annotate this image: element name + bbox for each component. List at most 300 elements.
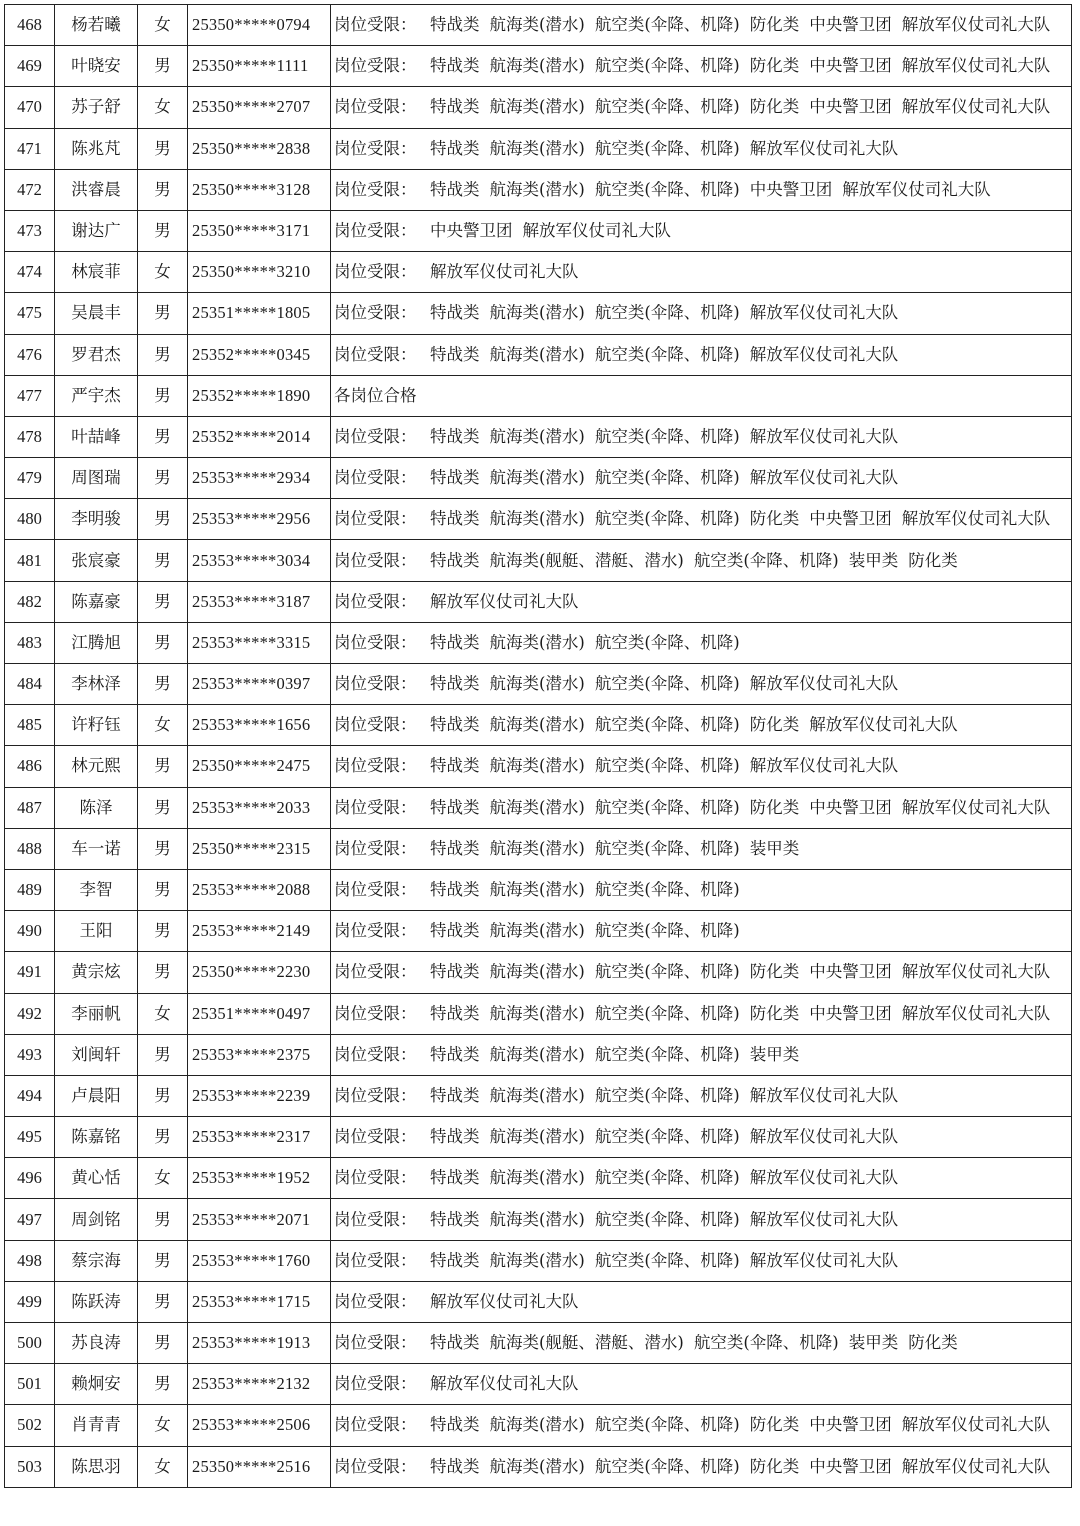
remark-cell (331, 128, 1072, 169)
restricted-post: 解放军仪仗司礼大队 (749, 1127, 899, 1147)
table-row (5, 828, 1072, 869)
restricted-post: 特战类 (430, 550, 480, 570)
row-number-cell: 495 (5, 1117, 55, 1158)
restricted-post: 防化类 (749, 15, 800, 35)
restricted-post: 航空类(伞降、机降) (594, 674, 740, 694)
restricted-post: 航空类(伞降、机降) (594, 1168, 740, 1188)
restricted-post: 解放军仪仗司礼大队 (749, 1085, 899, 1105)
restricted-post: 特战类 (430, 1044, 480, 1064)
table-row (5, 252, 1072, 293)
id-number-cell: 25353*****3034 (188, 540, 331, 581)
restricted-post: 特战类 (430, 426, 480, 446)
restricted-post: 特战类 (430, 468, 480, 488)
name-cell: 李明骏 (55, 499, 138, 540)
id-number-cell: 25353*****2071 (188, 1199, 331, 1240)
restricted-post: 防化类 (749, 715, 800, 735)
restricted-post: 解放军仪仗司礼大队 (749, 674, 899, 694)
remark-cell (331, 1117, 1072, 1158)
gender-cell: 男 (138, 746, 188, 787)
gender-cell: 男 (138, 458, 188, 499)
restricted-post: 特战类 (430, 138, 480, 158)
roster-table (4, 4, 1072, 1488)
table-row (5, 5, 1072, 46)
restricted-post: 特战类 (430, 1085, 480, 1105)
gender-cell: 男 (138, 1364, 188, 1405)
restricted-post: 航海类(潜水) (489, 1456, 585, 1476)
gender-cell: 男 (138, 581, 188, 622)
row-number-cell: 494 (5, 1075, 55, 1116)
restricted-post: 航海类(潜水) (489, 56, 585, 76)
restricted-post: 特战类 (430, 179, 480, 199)
restricted-post: 防化类 (749, 797, 800, 817)
restricted-post: 特战类 (430, 921, 480, 941)
id-number-cell: 25350*****0794 (188, 5, 331, 46)
restricted-post: 特战类 (430, 632, 480, 652)
restricted-post: 解放军仪仗司礼大队 (901, 56, 1051, 76)
name-cell: 陈跃涛 (55, 1281, 138, 1322)
restricted-post: 航海类(舰艇、潜艇、潜水) (489, 550, 684, 570)
name-cell: 罗君杰 (55, 334, 138, 375)
gender-cell: 女 (138, 1446, 188, 1487)
remark-label: 岗位受限： (334, 715, 417, 735)
name-cell: 洪睿晨 (55, 169, 138, 210)
restricted-post: 特战类 (430, 674, 480, 694)
restricted-post: 航海类(潜水) (489, 468, 585, 488)
name-cell: 蔡宗海 (55, 1240, 138, 1281)
row-number-cell: 469 (5, 46, 55, 87)
row-number-cell: 491 (5, 952, 55, 993)
gender-cell: 女 (138, 1158, 188, 1199)
restricted-post: 航海类(潜水) (489, 1168, 585, 1188)
table-row (5, 499, 1072, 540)
remark-cell (331, 416, 1072, 457)
remark-cell (331, 1364, 1072, 1405)
row-number-cell: 477 (5, 375, 55, 416)
restricted-post: 航空类(伞降、机降) (594, 880, 740, 900)
restricted-post: 特战类 (430, 715, 480, 735)
row-number-cell: 473 (5, 210, 55, 251)
gender-cell: 男 (138, 169, 188, 210)
id-number-cell: 25350*****2838 (188, 128, 331, 169)
restricted-post: 航空类(伞降、机降) (594, 1085, 740, 1105)
id-number-cell: 25351*****0497 (188, 993, 331, 1034)
id-number-cell: 25353*****1760 (188, 1240, 331, 1281)
remark-cell (331, 540, 1072, 581)
restricted-post: 特战类 (430, 1250, 480, 1270)
restricted-post: 装甲类 (749, 1044, 800, 1064)
row-number-cell: 472 (5, 169, 55, 210)
restricted-post: 特战类 (430, 880, 480, 900)
row-number-cell: 487 (5, 787, 55, 828)
restricted-post: 航空类(伞降、机降) (594, 97, 740, 117)
restricted-post: 特战类 (430, 962, 480, 982)
restricted-post: 航海类(潜水) (489, 509, 585, 529)
name-cell: 王阳 (55, 911, 138, 952)
restricted-post: 中央警卫团 (809, 1415, 892, 1435)
restricted-post: 解放军仪仗司礼大队 (901, 962, 1051, 982)
restricted-post: 特战类 (430, 1456, 480, 1476)
table-row (5, 952, 1072, 993)
restricted-post: 航海类(潜水) (489, 138, 585, 158)
restricted-post: 航空类(伞降、机降) (594, 921, 740, 941)
remark-label: 岗位受限： (334, 1333, 417, 1353)
restricted-post: 航空类(伞降、机降) (594, 715, 740, 735)
restricted-post: 解放军仪仗司礼大队 (430, 262, 579, 282)
restricted-post: 航空类(伞降、机降) (594, 303, 740, 323)
restricted-post: 航空类(伞降、机降) (594, 1250, 740, 1270)
restricted-post: 防化类 (749, 56, 800, 76)
id-number-cell: 25353*****2088 (188, 869, 331, 910)
id-number-cell: 25353*****2317 (188, 1117, 331, 1158)
remark-cell (331, 1158, 1072, 1199)
restricted-post: 航海类(潜水) (489, 797, 585, 817)
restricted-post: 航海类(潜水) (489, 1003, 585, 1023)
table-row (5, 664, 1072, 705)
gender-cell: 男 (138, 416, 188, 457)
restricted-post: 特战类 (430, 1003, 480, 1023)
row-number-cell: 498 (5, 1240, 55, 1281)
remark-label: 岗位受限： (334, 97, 417, 117)
name-cell: 叶喆峰 (55, 416, 138, 457)
name-cell: 许籽钰 (55, 705, 138, 746)
restricted-post: 特战类 (430, 1333, 480, 1353)
row-number-cell: 470 (5, 87, 55, 128)
row-number-cell: 480 (5, 499, 55, 540)
remark-cell (331, 1075, 1072, 1116)
restricted-post: 特战类 (430, 1127, 480, 1147)
name-cell: 杨若曦 (55, 5, 138, 46)
row-number-cell: 482 (5, 581, 55, 622)
restricted-post: 中央警卫团 (809, 509, 892, 529)
restricted-post: 解放军仪仗司礼大队 (809, 715, 958, 735)
row-number-cell: 490 (5, 911, 55, 952)
remark-label: 岗位受限： (334, 674, 417, 694)
id-number-cell: 25352*****1890 (188, 375, 331, 416)
row-number-cell: 474 (5, 252, 55, 293)
name-cell: 李丽帆 (55, 993, 138, 1034)
remark-cell (331, 375, 1072, 416)
restricted-post: 航海类(潜水) (489, 1085, 585, 1105)
gender-cell: 男 (138, 334, 188, 375)
restricted-post: 解放军仪仗司礼大队 (901, 797, 1051, 817)
restricted-post: 解放军仪仗司礼大队 (901, 97, 1051, 117)
restricted-post: 解放军仪仗司礼大队 (522, 221, 671, 241)
remark-label: 岗位受限： (334, 591, 417, 611)
remark-cell (331, 169, 1072, 210)
roster-body (5, 5, 1072, 1488)
id-number-cell: 25351*****1805 (188, 293, 331, 334)
remark-cell (331, 828, 1072, 869)
table-row (5, 581, 1072, 622)
row-number-cell: 486 (5, 746, 55, 787)
name-cell: 陈泽 (55, 787, 138, 828)
table-row (5, 746, 1072, 787)
table-row (5, 1240, 1072, 1281)
restricted-post: 航空类(伞降、机降) (594, 1456, 740, 1476)
remark-label: 岗位受限： (334, 756, 417, 776)
id-number-cell: 25352*****0345 (188, 334, 331, 375)
restricted-post: 解放军仪仗司礼大队 (749, 344, 899, 364)
remark-cell (331, 1240, 1072, 1281)
name-cell: 周剑铭 (55, 1199, 138, 1240)
restricted-post: 解放军仪仗司礼大队 (749, 468, 899, 488)
remark-label: 岗位受限： (334, 1456, 417, 1476)
restricted-post: 特战类 (430, 15, 480, 35)
remark-label: 岗位受限： (334, 962, 417, 982)
restricted-post: 特战类 (430, 756, 480, 776)
restricted-post: 解放军仪仗司礼大队 (842, 179, 991, 199)
name-cell: 叶晓安 (55, 46, 138, 87)
restricted-post: 航空类(伞降、机降) (594, 509, 740, 529)
row-number-cell: 500 (5, 1323, 55, 1364)
row-number-cell: 475 (5, 293, 55, 334)
remark-cell (331, 334, 1072, 375)
gender-cell: 男 (138, 1034, 188, 1075)
restricted-post: 航海类(潜水) (489, 1044, 585, 1064)
restricted-post: 航空类(伞降、机降) (594, 756, 740, 776)
name-cell: 江腾旭 (55, 622, 138, 663)
restricted-post: 航海类(潜水) (489, 632, 585, 652)
remark-cell (331, 993, 1072, 1034)
remark-cell (331, 1281, 1072, 1322)
restricted-post: 中央警卫团 (809, 962, 892, 982)
restricted-post: 解放军仪仗司礼大队 (430, 1291, 579, 1311)
remark-label: 岗位受限： (334, 303, 417, 323)
restricted-post: 航空类(伞降、机降) (693, 1333, 839, 1353)
remark-label: 岗位受限： (334, 1209, 417, 1229)
remark-cell (331, 664, 1072, 705)
table-row (5, 993, 1072, 1034)
remark-label: 岗位受限： (334, 262, 417, 282)
id-number-cell: 25350*****2475 (188, 746, 331, 787)
table-row (5, 787, 1072, 828)
name-cell: 严宇杰 (55, 375, 138, 416)
id-number-cell: 25350*****2315 (188, 828, 331, 869)
gender-cell: 男 (138, 293, 188, 334)
remark-label: 岗位受限： (334, 1415, 417, 1435)
remark-label: 岗位受限： (334, 838, 417, 858)
restricted-post: 解放军仪仗司礼大队 (901, 1003, 1051, 1023)
row-number-cell: 499 (5, 1281, 55, 1322)
restricted-post: 航空类(伞降、机降) (594, 1209, 740, 1229)
restricted-post: 航空类(伞降、机降) (594, 15, 740, 35)
restricted-post: 航空类(伞降、机降) (594, 1127, 740, 1147)
name-cell: 陈嘉铭 (55, 1117, 138, 1158)
table-row (5, 210, 1072, 251)
restricted-post: 中央警卫团 (430, 221, 513, 241)
restricted-post: 航空类(伞降、机降) (594, 838, 740, 858)
restricted-post: 特战类 (430, 56, 480, 76)
table-row (5, 416, 1072, 457)
table-row (5, 1405, 1072, 1446)
restricted-post: 航空类(伞降、机降) (594, 1044, 740, 1064)
restricted-post: 解放军仪仗司礼大队 (749, 1168, 899, 1188)
id-number-cell: 25353*****0397 (188, 664, 331, 705)
table-row (5, 1364, 1072, 1405)
gender-cell: 男 (138, 952, 188, 993)
table-row (5, 1158, 1072, 1199)
id-number-cell: 25353*****1952 (188, 1158, 331, 1199)
restricted-post: 中央警卫团 (809, 56, 892, 76)
restricted-post: 航海类(潜水) (489, 1415, 585, 1435)
remark-label: 岗位受限： (334, 632, 417, 652)
row-number-cell: 488 (5, 828, 55, 869)
restricted-post: 航海类(潜水) (489, 962, 585, 982)
table-row (5, 911, 1072, 952)
table-row (5, 1281, 1072, 1322)
restricted-post: 解放军仪仗司礼大队 (901, 509, 1051, 529)
table-row (5, 1199, 1072, 1240)
restricted-post: 装甲类 (848, 1333, 899, 1353)
remark-label: 岗位受限： (334, 550, 417, 570)
row-number-cell: 501 (5, 1364, 55, 1405)
gender-cell: 男 (138, 375, 188, 416)
remark-cell (331, 252, 1072, 293)
gender-cell: 男 (138, 1075, 188, 1116)
restricted-post: 特战类 (430, 509, 480, 529)
restricted-post: 中央警卫团 (809, 15, 892, 35)
gender-cell: 男 (138, 128, 188, 169)
row-number-cell: 481 (5, 540, 55, 581)
restricted-post: 中央警卫团 (809, 1456, 892, 1476)
restricted-post: 特战类 (430, 97, 480, 117)
name-cell: 黄宗炫 (55, 952, 138, 993)
name-cell: 黄心恬 (55, 1158, 138, 1199)
gender-cell: 男 (138, 1323, 188, 1364)
restricted-post: 特战类 (430, 838, 480, 858)
name-cell: 林元熙 (55, 746, 138, 787)
restricted-post: 特战类 (430, 797, 480, 817)
row-number-cell: 479 (5, 458, 55, 499)
row-number-cell: 483 (5, 622, 55, 663)
gender-cell: 女 (138, 87, 188, 128)
remark-label: 岗位受限： (334, 1250, 417, 1270)
remark-label: 岗位受限： (334, 880, 417, 900)
restricted-post: 特战类 (430, 1415, 480, 1435)
id-number-cell: 25353*****2239 (188, 1075, 331, 1116)
remark-label: 岗位受限： (334, 426, 417, 446)
row-number-cell: 503 (5, 1446, 55, 1487)
row-number-cell: 476 (5, 334, 55, 375)
table-row (5, 540, 1072, 581)
id-number-cell: 25353*****3315 (188, 622, 331, 663)
remark-label: 岗位受限： (334, 509, 417, 529)
name-cell: 肖青青 (55, 1405, 138, 1446)
gender-cell: 男 (138, 1199, 188, 1240)
row-number-cell: 484 (5, 664, 55, 705)
remark-cell (331, 705, 1072, 746)
restricted-post: 航空类(伞降、机降) (594, 1415, 740, 1435)
restricted-post: 特战类 (430, 1209, 480, 1229)
remark-label: 岗位受限： (334, 15, 417, 35)
remark-label: 岗位受限： (334, 1085, 417, 1105)
restricted-post: 装甲类 (848, 550, 899, 570)
remark-cell (331, 622, 1072, 663)
row-number-cell: 496 (5, 1158, 55, 1199)
restricted-post: 航空类(伞降、机降) (594, 56, 740, 76)
remark-cell (331, 46, 1072, 87)
restricted-post: 特战类 (430, 1168, 480, 1188)
row-number-cell: 485 (5, 705, 55, 746)
row-number-cell: 478 (5, 416, 55, 457)
remark-label: 岗位受限： (334, 921, 417, 941)
remark-label: 岗位受限： (334, 179, 417, 199)
gender-cell: 女 (138, 993, 188, 1034)
restricted-post: 防化类 (908, 550, 958, 570)
remark-label: 岗位受限： (334, 1374, 417, 1394)
table-row (5, 1117, 1072, 1158)
restricted-post: 航海类(潜水) (489, 880, 585, 900)
restricted-post: 特战类 (430, 344, 480, 364)
name-cell: 刘闽轩 (55, 1034, 138, 1075)
remark-cell (331, 746, 1072, 787)
restricted-post: 航海类(潜水) (489, 303, 585, 323)
remark-cell (331, 1034, 1072, 1075)
restricted-post: 防化类 (749, 1456, 800, 1476)
id-number-cell: 25350*****1111 (188, 46, 331, 87)
id-number-cell: 25353*****2506 (188, 1405, 331, 1446)
name-cell: 吴晨丰 (55, 293, 138, 334)
remark-cell (331, 458, 1072, 499)
remark-cell (331, 1323, 1072, 1364)
table-row (5, 1323, 1072, 1364)
row-number-cell: 502 (5, 1405, 55, 1446)
gender-cell: 男 (138, 1117, 188, 1158)
restricted-post: 航海类(潜水) (489, 921, 585, 941)
remark-cell (331, 1446, 1072, 1487)
restricted-post: 航海类(潜水) (489, 344, 585, 364)
gender-cell: 女 (138, 1405, 188, 1446)
restricted-post: 航海类(潜水) (489, 1209, 585, 1229)
gender-cell: 女 (138, 5, 188, 46)
remark-label: 岗位受限： (334, 221, 417, 241)
id-number-cell: 25353*****2033 (188, 787, 331, 828)
id-number-cell: 25353*****2375 (188, 1034, 331, 1075)
gender-cell: 男 (138, 540, 188, 581)
name-cell: 赖炯安 (55, 1364, 138, 1405)
remark-cell (331, 1199, 1072, 1240)
table-row (5, 622, 1072, 663)
restricted-post: 防化类 (749, 97, 800, 117)
row-number-cell: 468 (5, 5, 55, 46)
table-row (5, 375, 1072, 416)
name-cell: 张宸豪 (55, 540, 138, 581)
restricted-post: 特战类 (430, 303, 480, 323)
restricted-post: 航海类(潜水) (489, 674, 585, 694)
gender-cell: 男 (138, 869, 188, 910)
name-cell: 林宸菲 (55, 252, 138, 293)
gender-cell: 男 (138, 499, 188, 540)
restricted-post: 航空类(伞降、机降) (594, 962, 740, 982)
row-number-cell: 471 (5, 128, 55, 169)
name-cell: 卢晨阳 (55, 1075, 138, 1116)
table-row (5, 1075, 1072, 1116)
row-number-cell: 493 (5, 1034, 55, 1075)
restricted-post: 航空类(伞降、机降) (594, 344, 740, 364)
restricted-post: 防化类 (908, 1333, 958, 1353)
restricted-post: 解放军仪仗司礼大队 (749, 303, 899, 323)
id-number-cell: 25350*****2707 (188, 87, 331, 128)
restricted-post: 中央警卫团 (809, 797, 892, 817)
restricted-post: 解放军仪仗司礼大队 (430, 591, 579, 611)
remark-cell (331, 5, 1072, 46)
remark-label: 岗位受限： (334, 468, 417, 488)
restricted-post: 航空类(伞降、机降) (594, 632, 740, 652)
restricted-post: 航空类(伞降、机降) (594, 468, 740, 488)
remark-label: 岗位受限： (334, 1127, 417, 1147)
restricted-post: 航海类(潜水) (489, 179, 585, 199)
restricted-post: 航空类(伞降、机降) (693, 550, 839, 570)
